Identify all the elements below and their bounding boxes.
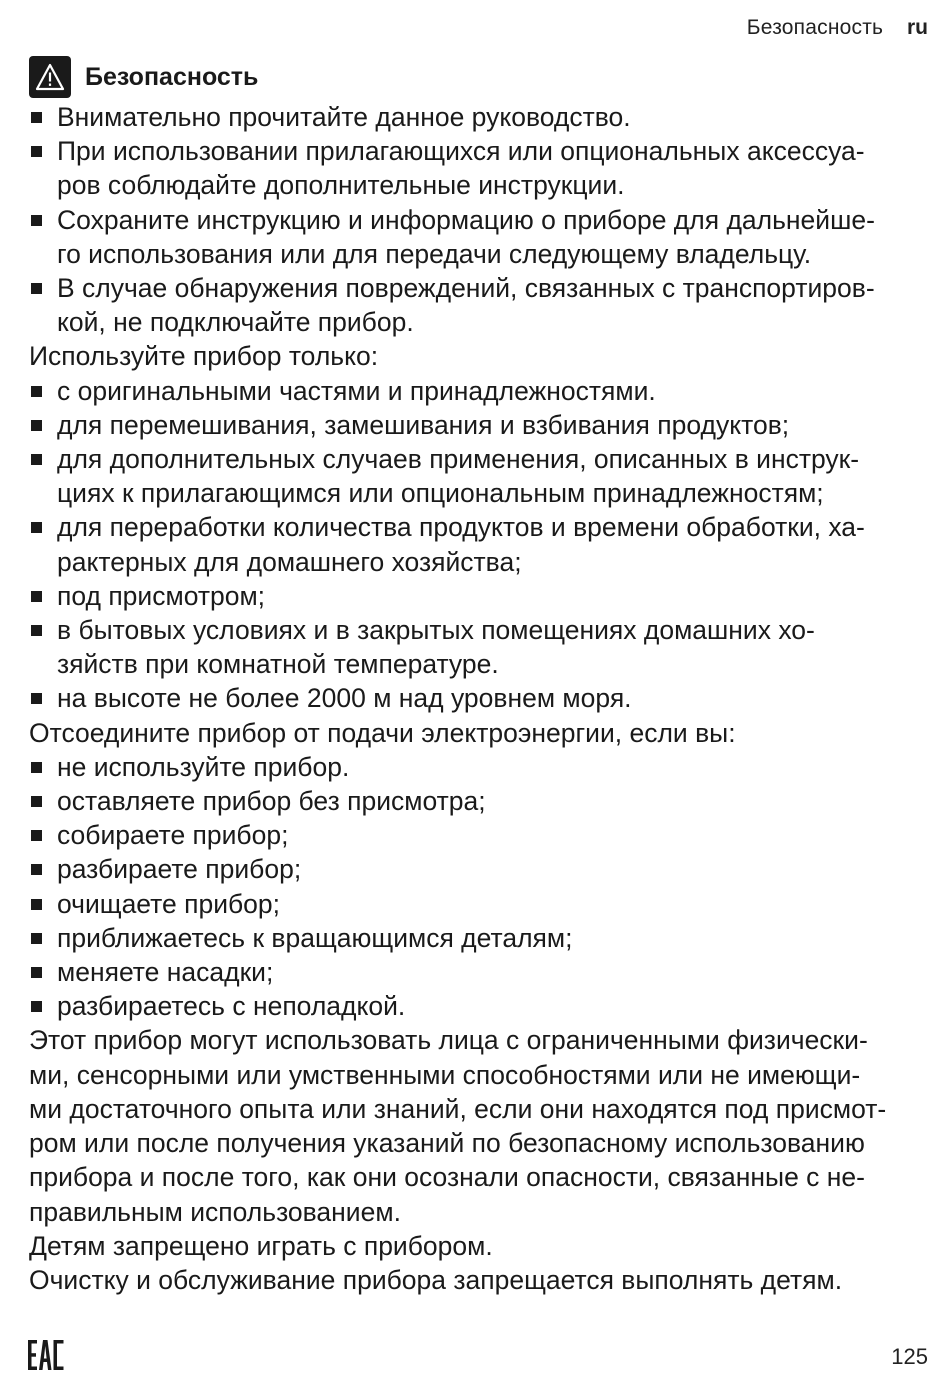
list-item-line: для дополнительных случаев применения, описанных в инструк- <box>57 444 860 475</box>
list-item <box>29 271 929 339</box>
list-item <box>29 784 929 818</box>
bullet-square-icon <box>31 522 42 533</box>
list-item-line: разбираете прибор; <box>57 854 302 885</box>
list-item-line: под присмотром; <box>57 580 266 611</box>
children-play-warning: Детям запрещено играть с прибором. <box>29 1230 493 1261</box>
list-item-line: собираете прибор; <box>57 820 289 851</box>
bullet-square-icon <box>31 454 42 465</box>
bullet-square-icon <box>31 693 42 704</box>
bullet-square-icon <box>31 283 42 294</box>
disconnect-conditions-list <box>29 750 929 1024</box>
list-item <box>29 374 929 408</box>
list-item-line: ров соблюдайте дополнительные инструкции. <box>57 170 625 201</box>
list-item <box>29 510 929 578</box>
list-item-line: зяйств при комнатной температуре. <box>57 649 499 680</box>
list-item-line: очищаете прибор; <box>57 888 281 919</box>
list-item <box>29 203 929 271</box>
paragraph-line: ром или после получения указаний по безопасному использованию <box>29 1128 865 1159</box>
bullet-square-icon <box>31 967 42 978</box>
list-item-line: го использования или для передачи следующему владельцу. <box>57 238 812 269</box>
list-item-line: рактерных для домашнего хозяйства; <box>57 546 522 577</box>
header-language-code: ru <box>907 16 928 39</box>
paragraph-line: ми достаточного опыта или знаний, если они находятся под присмот- <box>29 1093 887 1124</box>
list-item-line: на высоте не более 2000 м над уровнем моря. <box>57 683 632 714</box>
paragraph-line: прибора и после того, как они осознали опасности, связанные с не- <box>29 1162 865 1193</box>
eac-certification-logo <box>28 1340 64 1375</box>
bullet-square-icon <box>31 762 42 773</box>
disconnect-intro: Отсоедините прибор от подачи электроэнергии, если вы: <box>29 717 736 748</box>
paragraph-line: ми, сенсорными или умственными способностями или не имеющи- <box>29 1059 861 1090</box>
page-header <box>747 16 928 40</box>
list-item-line: с оригинальными частями и принадлежностями. <box>57 375 656 406</box>
bullet-square-icon <box>31 933 42 944</box>
bullet-square-icon <box>31 146 42 157</box>
list-item <box>29 852 929 886</box>
bullet-square-icon <box>31 796 42 807</box>
bullet-square-icon <box>31 625 42 636</box>
list-item-line: разбираетесь с неполадкой. <box>57 991 406 1022</box>
list-item-line: в бытовых условиях и в закрытых помещениях домашних хо- <box>57 615 815 646</box>
list-item <box>29 955 929 989</box>
safety-section <box>29 56 929 1297</box>
list-item <box>29 613 929 681</box>
list-item-line: Сохраните инструкцию и информацию о приборе для дальнейше- <box>57 204 875 235</box>
list-item-line: При использовании прилагающихся или опциональных аксессуа- <box>57 136 865 167</box>
list-item <box>29 408 929 442</box>
list-item <box>29 681 929 715</box>
list-item-line: циях к прилагающимся или опциональным принадлежностям; <box>57 478 824 509</box>
warning-triangle-icon <box>29 56 71 98</box>
list-item <box>29 134 929 202</box>
list-item-line: меняете насадки; <box>57 957 274 988</box>
list-item <box>29 887 929 921</box>
list-item-line: оставляете прибор без присмотра; <box>57 786 486 817</box>
bullet-square-icon <box>31 864 42 875</box>
list-item-line: для переработки количества продуктов и времени обработки, ха- <box>57 512 865 543</box>
bullet-square-icon <box>31 1001 42 1012</box>
paragraph-line: правильным использованием. <box>29 1196 401 1227</box>
section-heading <box>29 56 929 98</box>
bullet-square-icon <box>31 830 42 841</box>
list-item <box>29 818 929 852</box>
restricted-users-paragraph <box>29 1023 929 1228</box>
bullet-square-icon <box>31 386 42 397</box>
page-number: 125 <box>891 1344 928 1369</box>
list-item-line: В случае обнаружения повреждений, связанных с транспортиров- <box>57 273 875 304</box>
bullet-square-icon <box>31 899 42 910</box>
list-item <box>29 442 929 510</box>
list-item-line: приближаетесь к вращающимся деталям; <box>57 922 573 953</box>
list-item <box>29 579 929 613</box>
bullet-square-icon <box>31 215 42 226</box>
list-item <box>29 989 929 1023</box>
header-section-title: Безопасность <box>746 16 884 39</box>
bullet-square-icon <box>31 112 42 123</box>
list-item <box>29 100 929 134</box>
paragraph-line: Этот прибор могут использовать лица с ограниченными физически- <box>29 1025 868 1056</box>
list-item-line: не используйте прибор. <box>57 751 350 782</box>
page-title: Безопасность <box>85 62 259 91</box>
list-item <box>29 750 929 784</box>
use-only-intro: Используйте прибор только: <box>29 341 379 372</box>
list-item-line: Внимательно прочитайте данное руководство. <box>57 102 631 132</box>
list-item <box>29 921 929 955</box>
bullet-square-icon <box>31 420 42 431</box>
children-cleaning-warning: Очистку и обслуживание прибора запрещается выполнять детям. <box>29 1264 843 1295</box>
list-item-line: для перемешивания, замешивания и взбивания продуктов; <box>57 409 790 440</box>
list-item-line: кой, не подключайте прибор. <box>57 307 414 338</box>
general-safety-list <box>29 100 929 339</box>
intended-use-list <box>29 374 929 716</box>
bullet-square-icon <box>31 591 42 602</box>
